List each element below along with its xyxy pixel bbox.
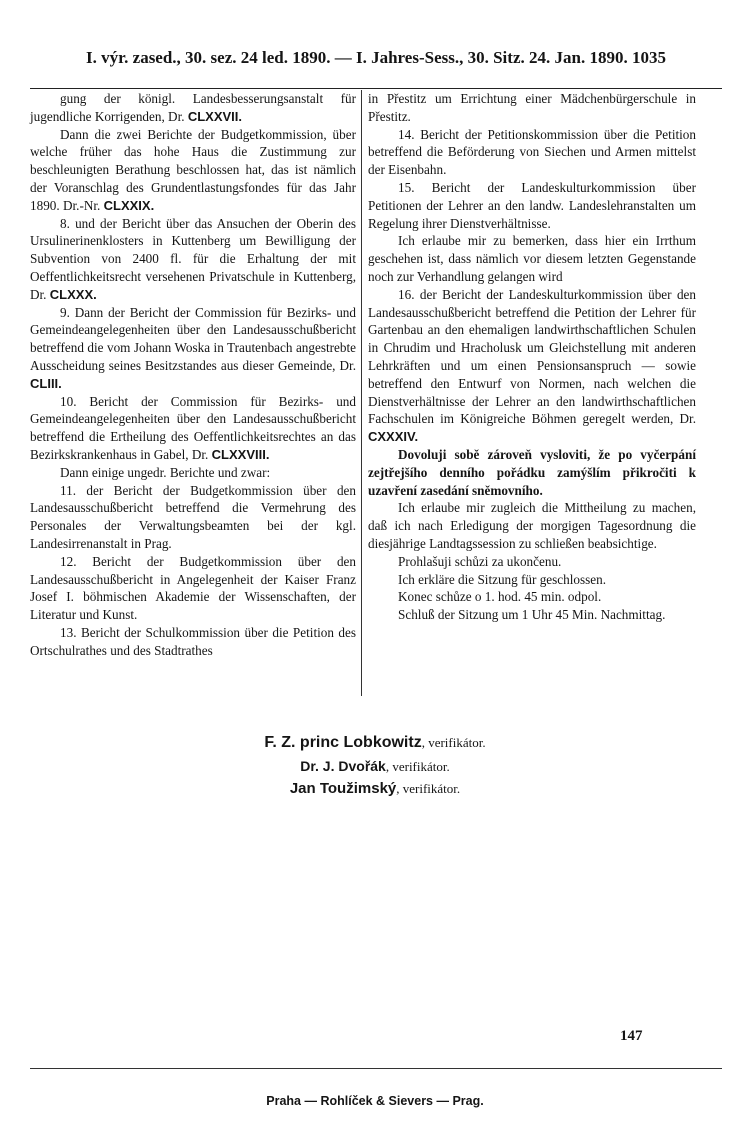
- right-para-1: [368, 126, 696, 179]
- para-text: Dovoluji sobě zároveň vysloviti, že po vyčerpání zejtřejšího denního pořádku zamýšlím přikročiti k uzavření zasedání sněmovního.: [368, 446, 696, 498]
- column-divider: [361, 90, 362, 696]
- para-text: Schluß der Sitzung um 1 Uhr 45 Min. Nachmittag.: [398, 607, 666, 623]
- print-number: CLIII.: [30, 375, 62, 391]
- header-rule: [30, 88, 722, 89]
- para-text: 10. Bericht der Commission für Bezirks- und Gemeindeangelegenheiten über den Landesausschußbericht betreffend die Ertheilung des Oeffentlichkeitsrechtes an das Bezirkskrankenhaus in Gabel, Dr.: [30, 393, 356, 462]
- verifier-name: F. Z. princ Lobkowitz: [264, 734, 422, 751]
- para-text: gung der königl. Landesbesserungsanstalt für jugendliche Korrigenden, Dr.: [30, 91, 356, 124]
- print-number: CLXXX.: [49, 286, 97, 302]
- para-text: 13. Bericht der Schulkommission über die Petition des Ortschulrathes und des Stadtrathes: [30, 624, 356, 658]
- right-para-9: [368, 588, 696, 606]
- right-para-4: [368, 286, 696, 446]
- signature-2: [0, 758, 750, 776]
- signature-3: [0, 780, 750, 798]
- right-para-2: [368, 179, 696, 232]
- right-column: [368, 90, 696, 624]
- left-column: [30, 90, 356, 660]
- signature-1: [0, 734, 750, 752]
- verifier-role: , verifikátor.: [396, 781, 461, 796]
- right-para-5-czech: [368, 446, 696, 499]
- page-number: 147: [620, 1028, 643, 1044]
- para-text: 16. der Bericht der Landeskulturkommission über den Landesausschußbericht betreffend die Petition der Lehrer für Gartenbau an den ehemaligen landwirthschaftlichen Schulen in Chrudim und Hracholusk um Gleichstellung mit anderen Lehrkräften und um einen Pensionsanspruch — sowie betreffend den Entwurf von Normen, nach welchen die Dienstverhältnisse der Lehrer an den landwirthschaftlichen Fachschulen im Königreiche Böhmen geregelt werden, Dr.: [368, 286, 696, 427]
- para-text: Ich erlaube mir zugleich die Mittheilung zu machen, daß ich nach Erledigung der morgigen Tagesordnung die diesjährige Landtagssession zu schließen beabsichtige.: [368, 500, 696, 551]
- running-header: I. výr. zased., 30. sez. 24 led. 1890. — I. Jahres-Sess., 30. Sitz. 24. Jan. 1890. 1035: [86, 48, 666, 67]
- para-text: Dann einige ungedr. Berichte und zwar:: [60, 464, 271, 480]
- para-text: Ich erkläre die Sitzung für geschlossen.: [398, 571, 606, 587]
- para-text: 8. und der Bericht über das Ansuchen der Oberin des Ursulinerinenklosters in Kuttenberg um Bewilligung der Subvention von 2400 fl. für die Erhaltung der mit Oeffentlichkeitsrecht versehenen Privatschule in Kuttenberg, Dr.: [30, 215, 356, 302]
- print-number: CLXXIX.: [103, 197, 155, 213]
- para-text: Dann die zwei Berichte der Budgetkommission, über welche früher das hohe Haus die Zustimmung zur beschleunigten Berathung beschlossen hat, das ist nämlich der Voranschlag des Grundentlastungsfondes für das Jahr 1890. Dr.-Nr.: [30, 126, 356, 213]
- right-para-8: [368, 571, 696, 589]
- para-text: 9. Dann der Bericht der Commission für Bezirks- und Gemeindeangelegenheiten über den Landesausschußbericht betreffend die vom Johann Woska in Trautenbach angestrebte Ausscheidung seines Besitzstandes aus dieser Gemeinde, Dr.: [30, 304, 356, 373]
- print-number: CLXXVII.: [187, 108, 243, 124]
- left-para-2: [30, 215, 356, 304]
- print-number: CLXXVIII.: [211, 446, 270, 462]
- right-para-0: [368, 90, 696, 126]
- left-para-5: [30, 464, 356, 482]
- para-text: in Přestitz um Errichtung einer Mädchenbürgerschule in Přestitz.: [368, 91, 696, 124]
- left-para-3: [30, 304, 356, 393]
- left-para-8: [30, 624, 356, 660]
- left-para-6: [30, 482, 356, 553]
- left-para-0: [30, 90, 356, 126]
- para-text: Prohlašuji schůzi za ukončenu.: [398, 553, 562, 569]
- para-text: Ich erlaube mir zu bemerken, dass hier ein Irrthum geschehen ist, dass nämlich vor diesem letzten Gegenstande noch zur Verhandlung gelangen wird: [368, 233, 696, 284]
- left-para-1: [30, 126, 356, 215]
- right-para-6: [368, 499, 696, 552]
- left-para-4: [30, 393, 356, 464]
- para-text: 15. Bericht der Landeskulturkommission über Petitionen der Lehrer an den landw. Landeslehranstalten um Regelung ihrer Dienstverhältnisse.: [368, 179, 696, 231]
- para-text: 11. der Bericht der Budgetkommission über den Landesausschußbericht betreffend die Vermehrung des Personales der Verwaltungsbeamten bei der kgl. Landesirrenanstalt in Prag.: [30, 482, 356, 551]
- para-text: 14. Bericht der Petitionskommission über die Petition betreffend die Beförderung von Siechen und Armen mittelst der Eisenbahn.: [368, 126, 696, 178]
- verifier-role: , verifikátor.: [421, 735, 486, 750]
- para-text: 12. Bericht der Budgetkommission über den Landesausschußbericht in Angelegenheit der Kaiser Franz Josef I. böhmischen Akademie der Wissenschaften, der Literatur und Kunst.: [30, 553, 356, 623]
- verifier-name: Jan Toužimský: [289, 780, 397, 797]
- right-para-10: [368, 606, 696, 624]
- verifier-name: Dr. J. Dvořák: [300, 758, 386, 774]
- print-number: CXXXIV.: [368, 429, 419, 445]
- verifier-role: , verifikátor.: [385, 759, 450, 774]
- printer-imprint: Praha — Rohlíček & Sievers — Prag.: [266, 1094, 484, 1108]
- right-para-7: [368, 553, 696, 571]
- para-text: Konec schůze o 1. hod. 45 min. odpol.: [398, 589, 602, 605]
- left-para-7: [30, 553, 356, 624]
- right-para-3: [368, 232, 696, 285]
- footer-rule: [30, 1068, 722, 1069]
